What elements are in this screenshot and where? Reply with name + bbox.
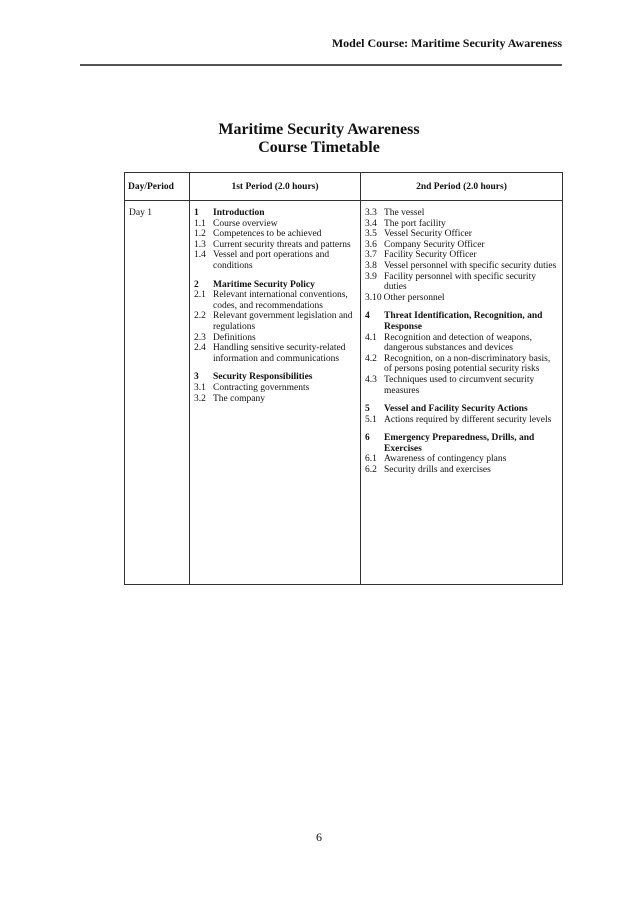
subtopic-text: Recognition and detection of weapons, dangerous substances and devices (384, 332, 533, 354)
subtopic-item (194, 290, 356, 311)
subtopic-item (365, 465, 558, 476)
subtopic-text: The port facility (384, 218, 446, 229)
subtopic-number: 3.6 (365, 239, 377, 250)
topic-section (365, 404, 558, 425)
topic-title: Vessel and Facility Security Actions (384, 404, 528, 415)
topic-heading (194, 372, 356, 383)
header-first-period: 1st Period (2.0 hours) (190, 173, 361, 201)
subtopic-number: 3.10 (365, 292, 382, 303)
subtopic-item (194, 229, 356, 240)
subtopic-text: Other personnel (383, 292, 445, 303)
subtopic-item (365, 354, 558, 375)
subtopic-number: 3.1 (194, 382, 206, 393)
topic-title: Emergency Preparedness, Drills, and Exercises (384, 433, 535, 454)
subtopic-number: 2.1 (194, 290, 206, 301)
subtopic-item (194, 333, 356, 344)
subtopic-number: 3.3 (365, 208, 377, 218)
subtopic-item (365, 415, 558, 426)
topic-heading (365, 433, 558, 454)
subtopic-number: 2.2 (194, 311, 206, 322)
subtopic-text: Definitions (213, 332, 256, 343)
subtopic-item (194, 219, 356, 230)
first-period-cell (190, 201, 361, 585)
subtopic-item (365, 272, 558, 293)
subtopic-text: Recognition, on a non-discriminatory basis, of persons posing potential security risks (384, 353, 551, 375)
subtopic-number: 3.8 (365, 260, 377, 271)
subtopic-item (194, 394, 356, 405)
subtopic-text: Techniques used to circumvent security measures (384, 374, 535, 396)
subtopic-text: Company Security Officer (384, 239, 485, 250)
subtopic-item (194, 343, 356, 364)
topic-number: 1 (194, 208, 199, 218)
subtopic-number: 1.3 (194, 239, 206, 250)
topic-number: 2 (194, 279, 199, 290)
running-header: Model Course: Maritime Security Awareness (331, 36, 562, 50)
subtopic-item (365, 229, 558, 240)
subtopic-text: Course overview (213, 218, 278, 229)
subtopic-text: Actions required by different security levels (384, 414, 552, 425)
timetable-row-day-1 (125, 201, 563, 585)
subtopic-item (365, 261, 558, 272)
subtopic-text: The vessel (384, 208, 425, 218)
subtopic-item (365, 240, 558, 251)
subtopic-number: 3.2 (194, 393, 206, 404)
topic-section (194, 372, 356, 404)
header-second-period: 2nd Period (2.0 hours) (361, 173, 563, 201)
subtopic-text: Current security threats and patterns (213, 239, 351, 250)
topic-title: Maritime Security Policy (213, 279, 315, 290)
subtopic-number: 5.1 (365, 414, 377, 425)
topic-section (194, 280, 356, 365)
subtopic-text: Security drills and exercises (384, 465, 491, 476)
subtopic-item (365, 333, 558, 354)
subtopic-text: Relevant government legislation and regulations (213, 311, 353, 332)
topic-heading (365, 404, 558, 415)
subtopic-text: Contracting governments (213, 382, 310, 393)
subtopic-item (194, 240, 356, 251)
topic-number: 6 (365, 433, 370, 444)
subtopic-item (194, 383, 356, 394)
subtopic-number: 4.1 (365, 332, 377, 343)
subtopic-number: 6.2 (365, 465, 377, 476)
document-subtitle: Course Timetable (258, 139, 380, 156)
topic-section (365, 433, 558, 475)
subtopic-number: 3.9 (365, 271, 377, 282)
topic-heading (365, 311, 558, 332)
subtopic-item (365, 250, 558, 261)
subtopic-text: Vessel personnel with specific security duties (384, 260, 557, 271)
day-cell: Day 1 (125, 201, 190, 585)
subtopic-item (365, 454, 558, 465)
document-title: Maritime Security Awareness (218, 121, 420, 138)
subtopic-text: Handling sensitive security-related information and communications (213, 343, 346, 364)
topic-heading (194, 208, 356, 219)
subtopic-item (365, 208, 558, 219)
subtopic-number: 3.5 (365, 229, 377, 240)
subtopic-number: 2.3 (194, 332, 206, 343)
subtopic-text: Vessel and port operations and conditions (213, 250, 330, 271)
subtopic-item (365, 293, 558, 304)
topic-number: 5 (365, 404, 370, 415)
subtopic-text: Relevant international conventions, codes, and recommendations (213, 290, 348, 311)
subtopic-text: The company (213, 393, 265, 404)
subtopic-item (365, 375, 558, 396)
subtopic-text: Facility personnel with specific security duties (384, 271, 536, 293)
timetable (124, 172, 563, 585)
topic-section (194, 208, 356, 272)
subtopic-number: 3.4 (365, 218, 377, 229)
subtopic-number: 4.3 (365, 374, 377, 385)
page-number: 6 (316, 830, 322, 844)
subtopic-item (194, 250, 356, 271)
subtopic-number: 1.4 (194, 250, 206, 261)
subtopic-number: 6.1 (365, 454, 377, 465)
subtopic-number: 3.7 (365, 250, 377, 261)
subtopic-number: 2.4 (194, 343, 206, 354)
subtopic-text: Vessel Security Officer (384, 229, 472, 240)
header-day-period: Day/Period (125, 173, 190, 201)
topic-title: Introduction (213, 208, 265, 218)
second-period-cell (361, 201, 563, 585)
topic-title: Security Responsibilities (213, 372, 313, 383)
subtopic-text: Competences to be achieved (213, 229, 322, 240)
timetable-header-row (125, 173, 563, 201)
subtopic-number: 1.1 (194, 218, 206, 229)
subtopic-text: Facility Security Officer (384, 250, 477, 261)
subtopic-text: Awareness of contingency plans (384, 454, 507, 465)
subtopic-number: 4.2 (365, 353, 377, 364)
subtopic-item (365, 219, 558, 230)
subtopic-number: 1.2 (194, 229, 206, 240)
topic-heading (194, 280, 356, 291)
topic-number: 4 (365, 311, 370, 322)
topic-section (365, 208, 558, 303)
topic-title: Threat Identification, Recognition, and Response (384, 311, 543, 332)
topic-number: 3 (194, 372, 199, 383)
topic-section (365, 311, 558, 396)
subtopic-item (194, 311, 356, 332)
header-rule (80, 64, 562, 66)
